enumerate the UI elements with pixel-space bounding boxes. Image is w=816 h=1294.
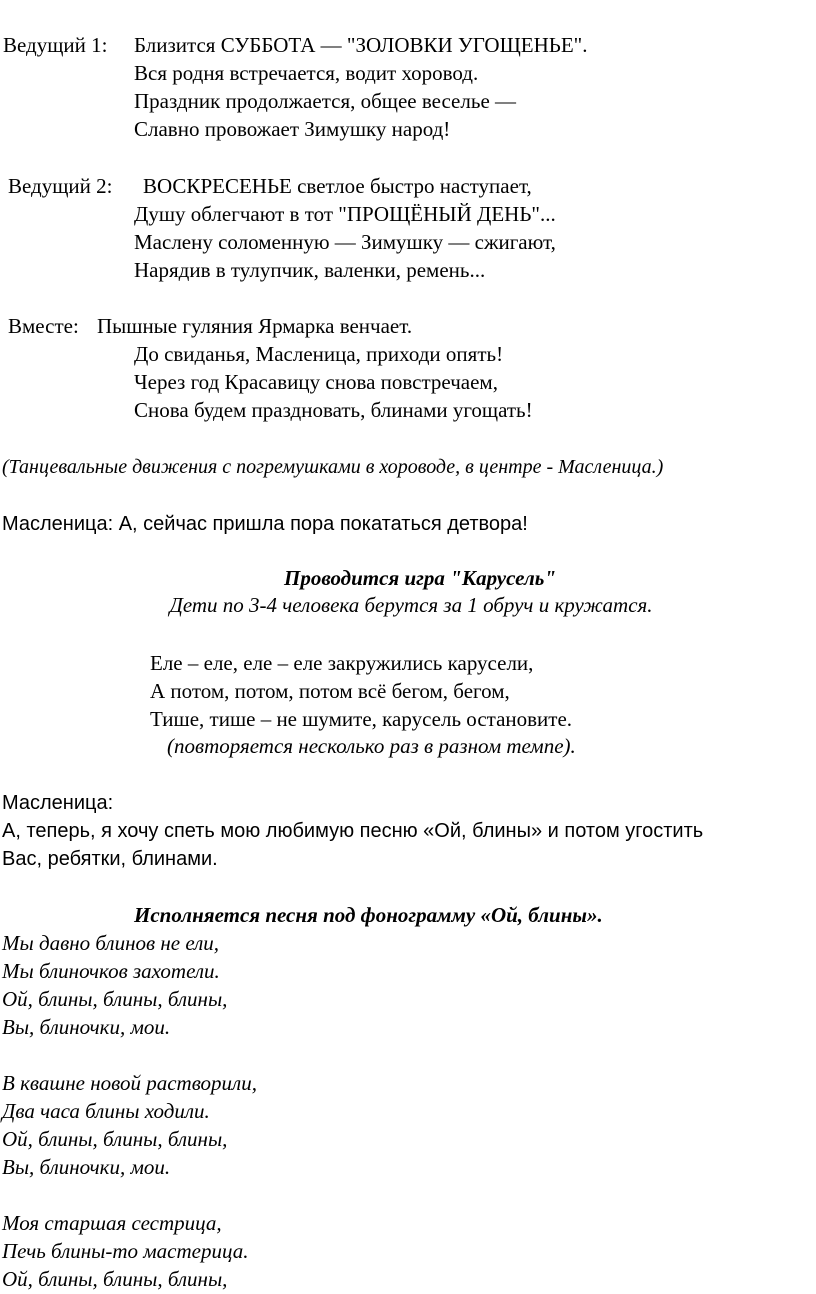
host1-line-1: Близится СУББОТА — "ЗОЛОВКИ УГОЩЕНЬЕ". bbox=[134, 33, 588, 57]
game-verse-line-3: Тише, тише – не шумите, карусель остановите. bbox=[150, 707, 573, 731]
game-instruction: Дети по 3-4 человека берутся за 1 обруч и кружатся. bbox=[169, 593, 653, 617]
maslenitsa2-line-2: Вас, ребятки, блинами. bbox=[2, 848, 218, 870]
song-stanza2-line-1: В квашне новой растворили, bbox=[2, 1071, 257, 1095]
together-line-4: Снова будем праздновать, блинами угощать! bbox=[134, 398, 533, 422]
song-stanza2-line-3: Ой, блины, блины, блины, bbox=[2, 1127, 228, 1151]
game-note: (повторяется несколько раз в разном темпе). bbox=[167, 734, 576, 758]
song-stanza1-line-1: Мы давно блинов не ели, bbox=[2, 931, 220, 955]
game-verse-line-1: Еле – еле, еле – еле закружились карусели, bbox=[150, 651, 534, 675]
together-line-1: Пышные гуляния Ярмарка венчает. bbox=[97, 314, 413, 338]
song-stanza2-line-2: Два часа блины ходили. bbox=[2, 1099, 210, 1123]
song-stanza1-line-2: Мы блиночков захотели. bbox=[2, 959, 220, 983]
song-stanza1-line-4: Вы, блиночки, мои. bbox=[2, 1015, 171, 1039]
together-line-3: Через год Красавицу снова повстречаем, bbox=[134, 370, 498, 394]
host2-line-3: Маслену соломенную — Зимушку — сжигают, bbox=[134, 230, 556, 254]
host1-speaker: Ведущий 1: bbox=[3, 33, 108, 57]
maslenitsa2-speaker: Масленица: bbox=[2, 792, 114, 814]
host2-line-4: Нарядив в тулупчик, валенки, ремень... bbox=[134, 258, 486, 282]
song-stanza3-line-2: Печь блины-то мастерица. bbox=[2, 1239, 249, 1263]
together-speaker: Вместе: bbox=[8, 314, 79, 338]
host1-line-4: Славно провожает Зимушку народ! bbox=[134, 117, 451, 141]
song-stanza1-line-3: Ой, блины, блины, блины, bbox=[2, 987, 228, 1011]
game-title: Проводится игра "Карусель" bbox=[284, 566, 556, 590]
song-stanza2-line-4: Вы, блиночки, мои. bbox=[2, 1155, 171, 1179]
host1-line-2: Вся родня встречается, водит хоровод. bbox=[134, 61, 479, 85]
host2-line-2: Душу облегчают в тот "ПРОЩЁНЫЙ ДЕНЬ"... bbox=[134, 202, 556, 226]
host2-speaker: Ведущий 2: bbox=[8, 174, 113, 198]
together-line-2: До свиданья, Масленица, приходи опять! bbox=[134, 342, 504, 366]
host2-line-1: ВОСКРЕСЕНЬЕ светлое быстро наступает, bbox=[143, 174, 532, 198]
game-verse-line-2: А потом, потом, потом всё бегом, бегом, bbox=[150, 679, 510, 703]
song-stanza3-line-1: Моя старшая сестрица, bbox=[2, 1211, 222, 1235]
song-title: Исполняется песня под фонограмму «Ой, блины». bbox=[134, 903, 603, 927]
stage-direction-dance: (Танцевальные движения с погремушками в хороводе, в центре - Масленица.) bbox=[2, 456, 664, 478]
maslenitsa2-line-1: А, теперь, я хочу спеть мою любимую песню «Ой, блины» и потом угостить bbox=[2, 820, 704, 842]
song-stanza3-line-3: Ой, блины, блины, блины, bbox=[2, 1267, 228, 1291]
maslenitsa-line-1: Масленица: А, сейчас пришла пора покататься детвора! bbox=[2, 513, 528, 535]
host1-line-3: Праздник продолжается, общее веселье — bbox=[134, 89, 517, 113]
